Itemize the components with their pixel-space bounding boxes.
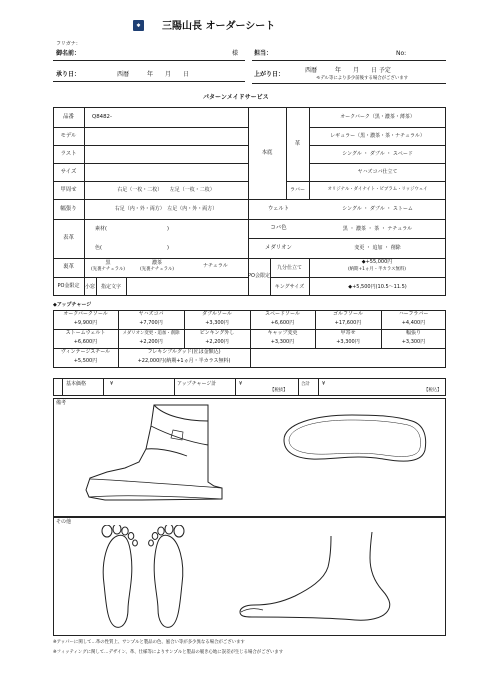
base-price-label: 基本価格 [66, 381, 87, 387]
left-row-label-3: ラスト [60, 150, 77, 157]
upcharge-item-price: +2,200円 [205, 339, 229, 345]
lining-brown: 濃茶 [151, 260, 162, 266]
summary-line-2 [103, 378, 104, 396]
medallion-label: メダリオン [265, 244, 292, 251]
lining-brown-note: (先裏ナチュラル) [140, 267, 174, 272]
welt-options: シングル ・ ダブル ・ ストーム [342, 206, 413, 212]
upper-label: 表革 [63, 235, 74, 242]
left-row-label-4: サイズ [60, 168, 77, 175]
upcharge-item-price: +5,500円 [73, 358, 98, 364]
upcharge-item-price: +9,900円 [73, 320, 98, 326]
brand-logo-icon: ✱ [133, 20, 144, 31]
upcharge-item-price: +3,300円 [205, 320, 229, 326]
left-row-value-6: 右足（内・外・両方） 左足（内・外・両方） [114, 206, 218, 212]
upcharge-item-price: +3,300円 [401, 339, 426, 345]
upcharge-item-name: フレキシブルグッド(匠は金額込) [147, 349, 221, 355]
po-left-col1: 小窓 [84, 283, 95, 290]
base-price-yen: ¥ [110, 381, 114, 387]
left-row-label-6: 幅張り [60, 205, 77, 212]
shoe-sole-icon [280, 408, 430, 470]
upcharge-total-yen: ¥ [239, 381, 243, 387]
summary-line-1 [62, 378, 63, 396]
shoe-side-view-icon [82, 404, 242, 512]
po-left-label: PO金限定 [57, 282, 80, 289]
other-label: その他 [56, 519, 72, 525]
upper-note: ※アッパーに関して…革の性質上、サンプルと製品の色、風合い等が多少異なる場合がございます [53, 640, 245, 645]
yahazu-option: ヤハズコバ仕立て [357, 169, 398, 175]
upcharge-item-name: オークバークソール [63, 311, 108, 317]
po-left-col2: 指定文字 [100, 283, 121, 290]
nine-finish-price: ◆+55,000円 [361, 259, 393, 265]
lining-black: 黒 [105, 260, 111, 266]
upcharge-item-price: +6,600円 [270, 320, 295, 326]
lining-black-note: (先裏ナチュラル) [91, 267, 125, 272]
left-label-separator [84, 107, 85, 296]
leather-sole-label: 革 [294, 140, 301, 147]
left-row-value-5: 右足（一枚・二枚） 左足（一枚・二枚） [117, 187, 215, 193]
upcharge-item-price: +7,700円 [139, 320, 163, 326]
upcharge-item-name: ヴィンテージスチール [60, 349, 111, 355]
upcharge-item-price: +2,200円 [139, 339, 163, 345]
received-date-underline [53, 81, 245, 82]
tax-included-label: 【税込】 [424, 388, 442, 393]
fitting-note: ※フィッティングに関して…デザイン、革、仕様等によりサンプルと製品の履き心地に誤差が生じる場合がございます [53, 650, 284, 655]
summary-line-6 [318, 378, 319, 396]
po-left-separator-2 [126, 277, 127, 296]
staff-underline [252, 60, 446, 61]
completion-date-label: 上がり日： [254, 71, 285, 78]
received-date-value: 西暦 年 月 日 [117, 71, 190, 78]
received-date-label: 承り日： [56, 71, 81, 78]
footprint-icon [89, 525, 199, 630]
lining-label: 裏革 [63, 264, 74, 271]
section-title: パターンメイドサービス [203, 94, 269, 101]
furigana-label: フリガナ： [56, 41, 81, 47]
completion-date-value: 西暦 年 月 日 予定 [305, 67, 391, 74]
nine-finish-note: (納期+1ヵ月・半カラス無料) [347, 267, 407, 272]
upcharge-item-name: キャップ変更 [267, 330, 298, 336]
rubber-sole-label: ラバー [289, 187, 305, 193]
upper-material: 素材( ) [95, 226, 169, 232]
honorific-label: 様 [232, 50, 239, 57]
upcharge-item-name: ダブルソール [202, 311, 232, 317]
summary-line-5 [298, 378, 299, 396]
summary-line-4 [235, 378, 236, 396]
upcharge-item-name: ピンキング外し [199, 330, 235, 336]
sole-thickness-options: シングル ・ ダブル ・ スペード [342, 151, 413, 157]
customer-name-underline [53, 60, 245, 61]
upcharge-item-name: 幅張り [405, 330, 421, 336]
regular-sole-options: レギュラー（黒・濃茶・茶・ナチュラル） [330, 133, 425, 139]
sole-label: 本底 [261, 149, 273, 156]
upcharge-item-price: +4,400円 [401, 320, 426, 326]
king-size-label: キングサイズ [274, 283, 305, 290]
lining-natural: ナチュラル [203, 263, 228, 269]
upcharge-item-price: +3,300円 [336, 339, 360, 345]
summary-line-3 [174, 378, 175, 396]
upcharge-col-line-6 [250, 348, 251, 368]
tax-excluded-label: 【税抜】 [270, 388, 288, 393]
upcharge-item-name: ストームウェルト [65, 330, 106, 336]
king-size-price: ◆+5,500円(10.5〜11.5) [348, 283, 407, 290]
upper-color: 色( ) [95, 245, 169, 251]
completion-date-underline [252, 83, 446, 84]
nine-finish-label: 九分仕立て [276, 264, 302, 271]
rubber-sole-options: オリジナル・ダイナイト・ビブラム・リッジウェイ [327, 187, 428, 193]
upcharge-item-price: +22,000円(納期+1ヵ月・半カラス無料) [137, 358, 231, 364]
upcharge-item-price: +3,300円 [270, 339, 295, 345]
remarks-label: 備考 [56, 400, 67, 406]
oak-bark-options: オークバーク（黒・濃茶・薄茶） [340, 114, 415, 120]
edge-color-options: 黒 ・ 濃茶 ・ 茶 ・ ナチュラル [342, 225, 413, 232]
total-label: 合計 [301, 382, 310, 387]
medallion-options: 変更 ・ 追加 ・ 削除 [354, 245, 401, 251]
upcharge-item-name: 甲寄せ [340, 330, 356, 336]
left-row-label-5: 甲周せ [60, 186, 77, 193]
customer-name-label: 御名前： [56, 50, 81, 57]
upcharge-item-name: スペードソール [265, 311, 300, 317]
foot-side-view-icon [232, 530, 408, 622]
order-number-label: No: [396, 50, 407, 57]
left-row-label-1: 品番 [63, 113, 74, 120]
upcharge-item-name: ゴルフソール [333, 311, 363, 317]
total-yen: ¥ [322, 381, 326, 387]
upcharge-total-label: アップチャージ計 [177, 381, 217, 387]
upcharge-item-name: ヤハズコバ [138, 311, 164, 317]
completion-note: モデル等により多少前後する場合がございます [316, 76, 408, 81]
staff-label: 担当： [254, 50, 273, 57]
edge-color-label: コバ色 [270, 225, 287, 232]
upcharge-title: ◆アップチャージ [53, 302, 92, 308]
upcharge-item-name: ハーフラバー [398, 311, 429, 317]
left-row-value-1: Q8482- [92, 113, 112, 120]
po-right-label: PO会限定 [248, 273, 270, 280]
welt-label: ウェルト [267, 205, 290, 212]
left-row-label-2: モデル [60, 132, 77, 139]
upcharge-item-price: +17,600円 [334, 320, 362, 326]
upcharge-item-name: メダリオン変更・追加・削除 [122, 331, 180, 336]
page-title: 三陽山長 オーダーシート [162, 21, 276, 32]
upcharge-item-price: +6,600円 [73, 339, 98, 345]
